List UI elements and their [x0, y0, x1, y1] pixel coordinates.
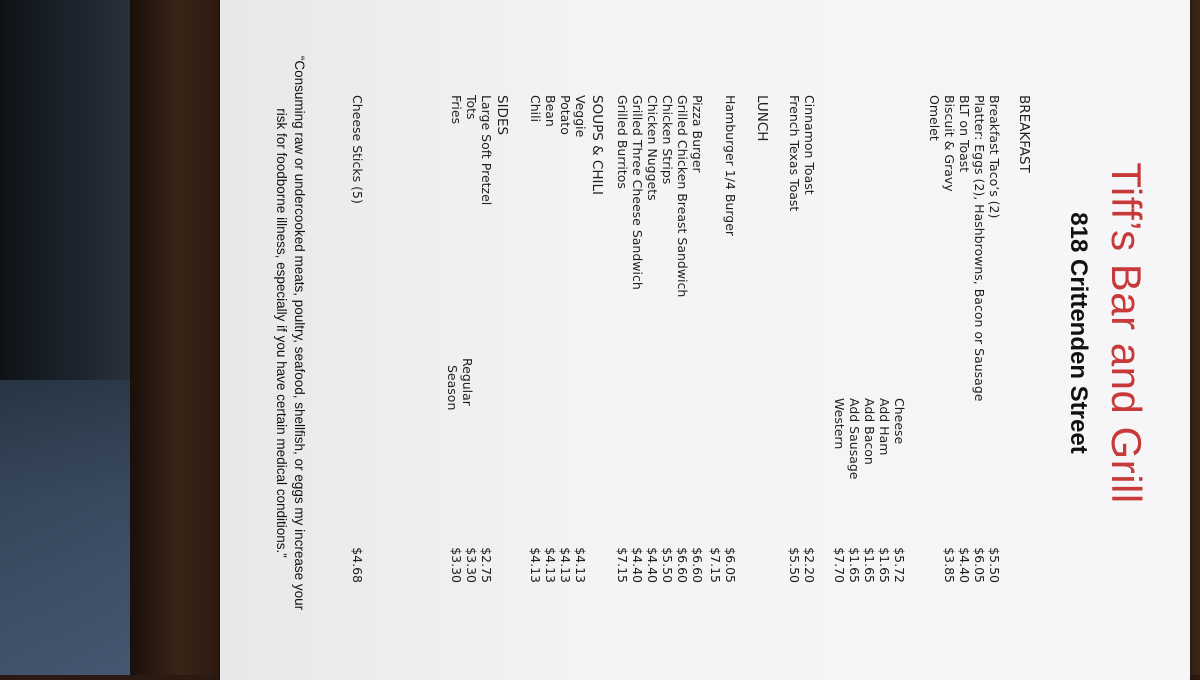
menu-item: Cinnamon Toast: [802, 95, 817, 195]
menu-price: $7.70: [832, 547, 847, 583]
menu-item: Large Soft Pretzel: [479, 95, 494, 206]
food-safety-disclaimer: [272, 3, 308, 663]
menu-option: Add Sausage: [847, 398, 862, 480]
menu-price: $1.65: [862, 547, 877, 583]
menu-price: $7.15: [708, 547, 723, 583]
menu-option: Western: [832, 398, 847, 450]
menu-item: Biscuit & Gravy: [942, 95, 957, 192]
background-left: [0, 0, 140, 675]
section-heading-soups: SOUPS & CHILI: [589, 95, 605, 195]
menu-price: $4.40: [957, 547, 972, 583]
menu-price: $4.13: [558, 547, 573, 583]
menu-price: $5.72: [892, 547, 907, 583]
menu-option: Regular: [460, 358, 475, 406]
menu-price: $6.60: [675, 547, 690, 583]
menu-item: Chicken Nuggets: [645, 95, 660, 201]
disclaimer-line: risk for foodborne illness, especially if you have certain medical conditions.”: [274, 108, 289, 558]
menu-option: Cheese: [892, 398, 907, 445]
menu-item: French Texas Toast: [787, 95, 802, 212]
menu-item: Grilled Chicken Breast Sandwich: [675, 95, 690, 298]
restaurant-address: 818 Crittenden Street: [1065, 212, 1092, 454]
menu-price: $7.15: [615, 547, 630, 583]
menu-price: $3.85: [942, 547, 957, 583]
restaurant-title: Tiff’s Bar and Grill: [1103, 162, 1150, 504]
menu-item: Pizza Burger: [690, 95, 705, 173]
section-heading-breakfast: BREAKFAST: [1016, 95, 1032, 173]
menu-item: Platter: Eggs (2), Hashbrowns, Bacon or Sausage: [972, 95, 987, 402]
menu-price: $5.50: [987, 547, 1002, 583]
menu-item: Grilled Burritos: [615, 95, 630, 189]
menu-price: $1.65: [877, 547, 892, 583]
menu-item: Breakfast Taco’s (2): [987, 95, 1002, 219]
menu-price: $3.30: [449, 547, 464, 583]
menu-item: Omelet: [927, 95, 942, 141]
menu-item: Tots: [464, 95, 479, 120]
menu-price: $5.50: [787, 547, 802, 583]
menu-item: Chicken Strips: [660, 95, 675, 185]
table-surface: [130, 0, 230, 675]
menu-price: $2.75: [479, 547, 494, 583]
section-heading-lunch: LUNCH: [754, 95, 770, 142]
menu-item: Veggie: [573, 95, 588, 138]
menu-price: $6.60: [690, 547, 705, 583]
menu-item: Cheese Sticks (5): [350, 95, 365, 204]
menu-item: Grilled Three Cheese Sandwich: [630, 95, 645, 290]
menu-price: $3.30: [464, 547, 479, 583]
menu-price: $1.65: [847, 547, 862, 583]
menu-option: Add Bacon: [862, 398, 877, 465]
menu-price: $4.13: [528, 547, 543, 583]
section-heading-sides: SIDES: [494, 95, 510, 136]
menu-item: Chili: [528, 95, 543, 123]
menu-price: $4.13: [543, 547, 558, 583]
menu-price: $4.40: [645, 547, 660, 583]
background-jeans: [0, 380, 140, 675]
menu-item: BLT on Toast: [957, 95, 972, 173]
menu-price: $2.20: [802, 547, 817, 583]
menu-item: Hamburger 1/4 Burger: [723, 95, 738, 237]
menu-price: $4.13: [573, 547, 588, 583]
menu-page: [230, 3, 1170, 663]
disclaimer-line: “Consuming raw or undercooked meats, poultry, seafood, shellfish, or eggs my increase your: [292, 55, 307, 611]
menu-item: Bean: [543, 95, 558, 127]
menu-item: Fries: [449, 95, 464, 125]
menu-option: Season: [445, 365, 460, 411]
menu-option: Add Ham: [877, 398, 892, 456]
menu-price: $5.50: [660, 547, 675, 583]
menu-price: $4.40: [630, 547, 645, 583]
menu-item: Potato: [558, 95, 573, 135]
menu-price: $4.68: [350, 547, 365, 583]
menu-price: $6.05: [972, 547, 987, 583]
menu-price: $6.05: [723, 547, 738, 583]
